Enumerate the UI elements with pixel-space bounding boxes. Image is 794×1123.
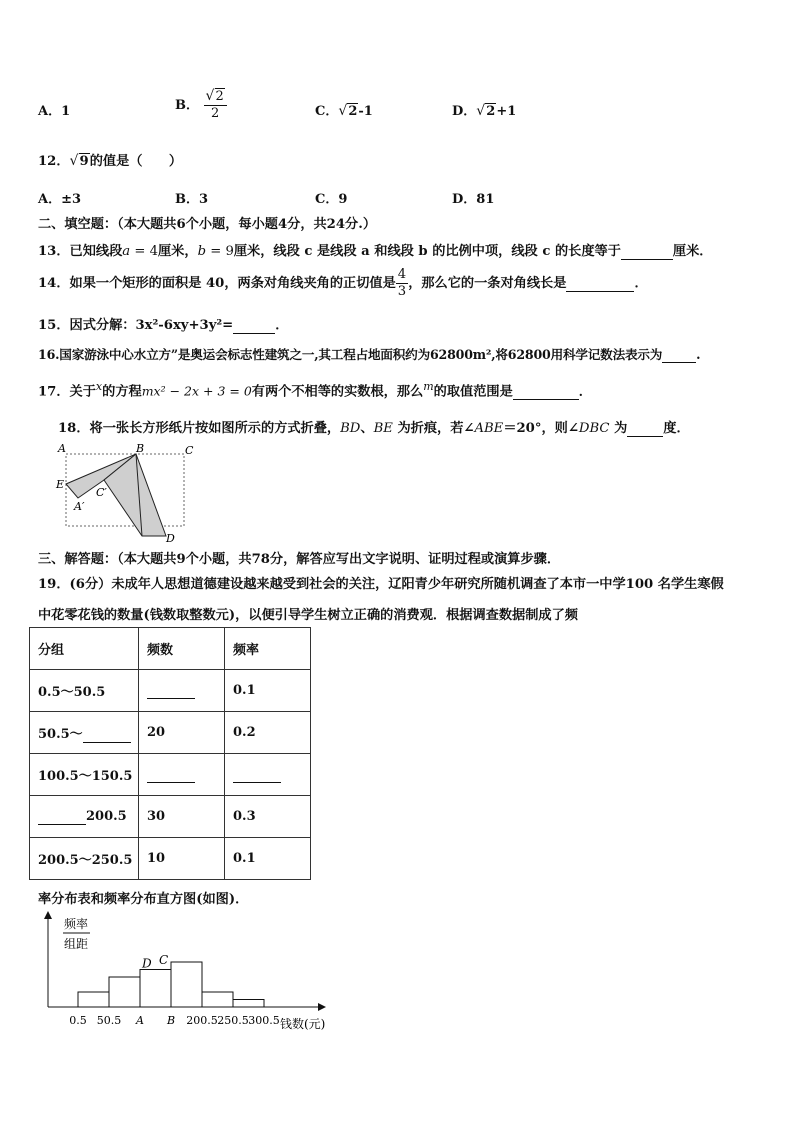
q11-b-den: 2	[211, 106, 220, 121]
label-a: A	[58, 442, 66, 455]
q17-text: 17．关于$^x$的方程mx² − 2x + 3 = 0有两个不相等的实数根，那么$^m$的取值范围是 ．	[38, 380, 592, 400]
bar-label-d: D	[142, 956, 152, 971]
histogram-bar	[109, 977, 140, 1007]
label-b: B	[136, 442, 145, 455]
q11-b-num: 2	[215, 89, 224, 104]
q17-blank	[513, 384, 579, 400]
histogram-ylabel-bottom: 组距	[64, 937, 89, 951]
q15-text: 15．因式分解：3x²-6xy+3y²= ．	[38, 318, 289, 333]
table-row: 200.5～250.5 10 0.1	[30, 838, 311, 880]
table-row: 100.5～150.5	[30, 754, 311, 796]
histogram-x-axis-arrow	[318, 1003, 326, 1011]
q13-text: 13．已知线段a = 4厘米，b = 9厘米，线段 c 是线段 a 和线段 b 的比例中项，线段 c 的长度等于 厘米．	[38, 244, 713, 259]
table-row: 0.5～50.5 0.1	[30, 670, 311, 712]
histogram-tick-label: 0.5	[69, 1014, 87, 1027]
q18-blank	[627, 421, 663, 437]
label-e: E	[56, 478, 65, 491]
q12-stem: 12． √ 9的值是（ ）	[38, 153, 183, 169]
bar-label-c: C	[159, 953, 169, 967]
q11-option-c: C． √ 2-1	[315, 103, 373, 119]
q12-option-b: B．3	[175, 192, 209, 207]
label-a-prime: A′	[74, 500, 85, 513]
q12-option-a: A．±3	[38, 192, 82, 207]
histogram-y-axis-arrow	[44, 911, 52, 919]
table-blank	[147, 683, 195, 699]
table-header-frequency: 频率	[225, 628, 311, 670]
table-row: 50.5～ 20 0.2	[30, 712, 311, 754]
table-blank	[38, 809, 86, 825]
q19-line-1: 19．(6分）未成年人思想道德建设越来越受到社会的关注，辽阳青少年研究所随机调查了本市一中学100 名学生寒假	[38, 577, 724, 592]
q11-option-d: D． √ 2+1	[452, 103, 517, 119]
q19-line-2: 中花零花钱的数量(钱数取整数元)，以便引导学生树立正确的消费观．根据调查数据制成了频	[38, 608, 578, 623]
label-c: C	[185, 444, 194, 457]
q12-option-d: D．81	[452, 192, 495, 207]
frequency-histogram	[40, 910, 340, 1034]
histogram-ylabel-top: 频率	[64, 917, 89, 931]
histogram-bar	[233, 1000, 264, 1008]
frequency-table	[29, 627, 311, 880]
histogram-bars	[78, 962, 264, 1007]
q15-blank	[233, 318, 275, 334]
histogram-tick-label: 250.5	[217, 1014, 249, 1027]
histogram-bar	[78, 992, 109, 1007]
table-header-group: 分组	[30, 628, 139, 670]
histogram-xlabel: 钱数(元)	[280, 1017, 326, 1031]
section-2-heading: 二、填空题：（本大题共6个小题，每小题4分，共24分.）	[38, 217, 377, 232]
q14-text: 14．如果一个矩形的面积是 40，两条对角线夹角的正切值是 $\frac{4}{3}$ ，那么它的一条对角线长是 ．	[38, 267, 648, 299]
label-d: D	[166, 532, 175, 544]
histogram-tick-label: 200.5	[186, 1014, 218, 1027]
table-blank	[83, 727, 131, 743]
q16-text: 16.国家游泳中心水立方”是奥运会标志性建筑之一,其工程占地面积约为62800m²,将62800用科学记数法表示为 .	[38, 347, 701, 362]
q12-option-c: C．9	[315, 192, 348, 207]
table-blank	[233, 767, 281, 783]
table-blank	[147, 767, 195, 783]
histogram-ticks	[69, 1014, 280, 1027]
table-header-count: 频数	[139, 628, 225, 670]
q16-blank	[662, 347, 696, 363]
histogram-bar	[171, 962, 202, 1007]
section-3-heading: 三、解答题：（本大题共9个小题，共78分，解答应写出文字说明、证明过程或演算步骤．	[38, 552, 561, 567]
histogram-tick-label: 300.5	[248, 1014, 280, 1027]
histogram-tick-label: A	[136, 1014, 144, 1027]
histogram-bar	[202, 992, 233, 1007]
q18-text: 18．将一张长方形纸片按如图所示的方式折叠，BD、BE 为折痕，若∠ABE＝20°，则∠DBC 为 度．	[58, 421, 690, 436]
q11-option-b: B． √ 2 2	[175, 89, 227, 122]
fold-figure	[54, 440, 200, 544]
q11-option-a: A．1	[38, 104, 71, 119]
histogram-tick-label: 50.5	[96, 1014, 122, 1027]
q13-blank	[621, 244, 673, 260]
table-header-row	[30, 628, 311, 670]
q14-blank	[566, 276, 634, 292]
q11-b-fraction: √ 2 2	[204, 89, 227, 122]
histogram-bar	[140, 970, 171, 1008]
q14-fraction: $\frac{4}{3}$	[397, 267, 407, 299]
q19-line-3: 率分布表和频率分布直方图(如图)．	[38, 892, 249, 907]
label-c-prime: C′	[96, 486, 107, 499]
histogram-tick-label: B	[166, 1014, 176, 1027]
table-row: 200.5 30 0.3	[30, 796, 311, 838]
